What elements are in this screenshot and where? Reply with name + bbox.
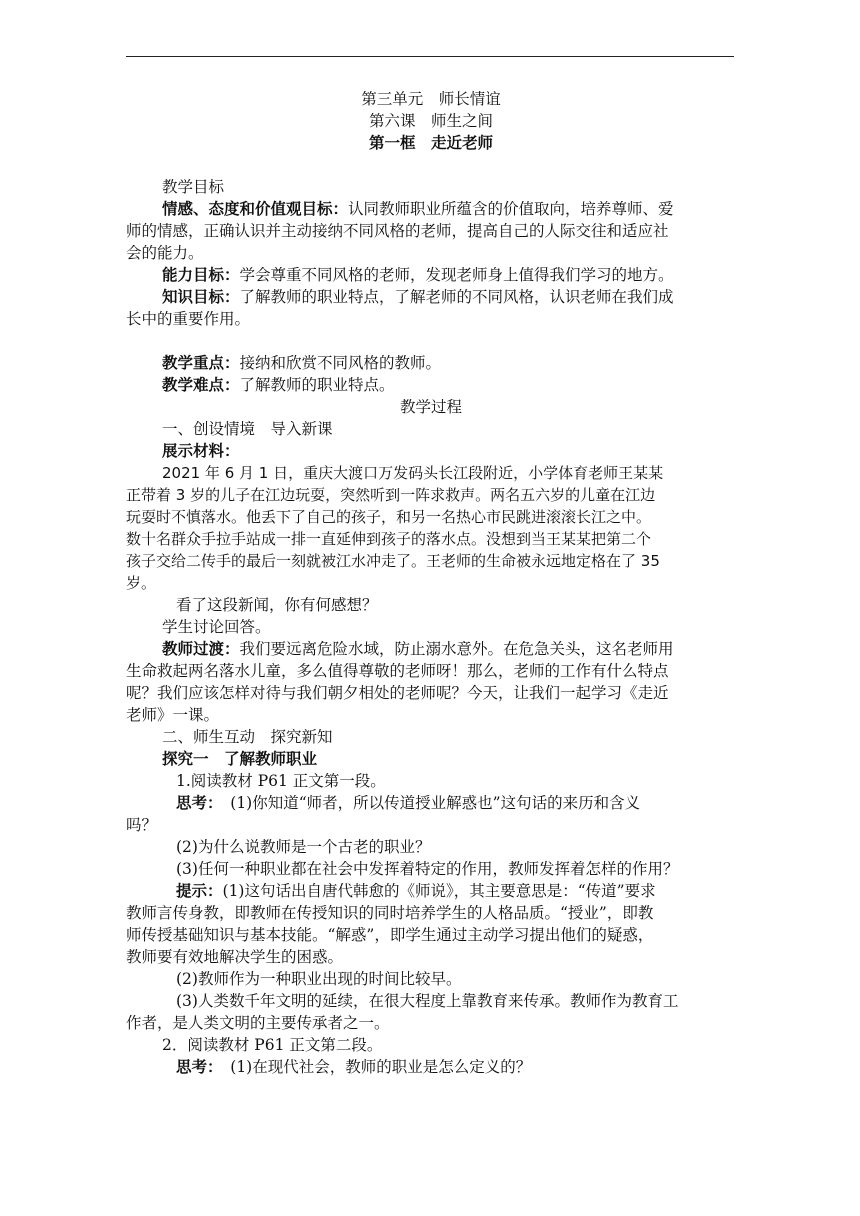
think-label-2: 思考： xyxy=(176,1057,215,1076)
header-rule xyxy=(126,56,734,57)
ability-goal-label: 能力目标： xyxy=(162,265,240,284)
think-label: 思考： xyxy=(176,793,215,812)
think3: (3)任何一种职业都在社会中发挥着特定的作用，教师发挥着怎样的作用？ xyxy=(176,860,679,878)
emotion-goal-label: 情感、态度和价值观目标： xyxy=(162,199,349,218)
key-point-label: 教学重点： xyxy=(162,353,240,372)
hint-label: 提示： xyxy=(176,881,223,900)
key-point: 教学重点：接纳和欣赏不同风格的教师。 xyxy=(162,353,442,372)
process-heading: 教学过程 xyxy=(399,398,462,416)
emotion-goal: 情感、态度和价值观目标：认同教师职业所蕴含的价值取向，培养尊师、爱 xyxy=(162,199,674,218)
news-line: 岁。 xyxy=(126,574,157,592)
transition-label: 教师过渡： xyxy=(162,639,240,658)
goals-heading: 教学目标 xyxy=(162,178,225,196)
news-line: 玩耍时不慎落水。他丢下了自己的孩子，和另一名热心市民跳进滚滚长江之中。 xyxy=(126,508,652,526)
lesson-title: 第六课 师生之间 xyxy=(368,112,493,130)
unit-title: 第三单元 师长情谊 xyxy=(361,90,501,108)
difficult-point: 教学难点：了解教师的职业特点。 xyxy=(162,375,395,394)
lesson-content: 第三单元 师长情谊 第六课 师生之间 第一框 走近老师 教学目标 情感、态度和价值观目标：认同教师职业所蕴含的价值取向，培养尊师、爱 师的情感，正确认识并主动接纳不同风格的老师，提高自己的人际交往和适应社 会的能力。 能力目标：学会尊重不同风格的老师，发现老师身上值得我们学习的地方。 知识目标：了解教师的职业特点，了解老师的不同风格，认识老师在我们成 长中的重要作用。 教学重点：接纳和欣赏不同风格的教师。 教学难点：了解教师的职业特点。 教学过程 一、创设情境 导入新课 展示材料： 2021 年 6 月 1 日，重庆大渡口万发码头长江段附近，小学体育老师王某某 正带着 3 岁的儿子在江边玩耍，突然听到一阵求救声。两名五六岁的儿童在江边 玩耍时不慎落水。他丢下了自己的孩子，和另一名热心市民跳进滚滚长江之中。 数十名群众手拉手站成一排一直延伸到孩子的落水点。没想到当王某某把第二个 孩子交给二传手的最后一刻就被江水冲走了。王老师的生命被永远地定格在了 35 岁。 看了这段新闻，你有何感想？ 学生讨论回答。 教师过渡：我们要远离危险水域，防止溺水意外。在危急关头，这名老师用 生命救起两名落水儿童，多么值得尊敬的老师呀！那么，老师的工作有什么特点 呢？我们应该怎样对待与我们朝夕相处的老师呢？今天，让我们一起学习《走近 老师》一课。 二、师生互动 探究新知 探究一 了解教师职业 1.阅读教材 P61 正文第一段。 思考： (1)你知道“师者，所以传道授业解惑也”这句话的来历和含义 吗？ (2)为什么说教师是一个古老的职业？ (3)任何一种职业都在社会中发挥着特定的作用，教师发挥着怎样的作用？ 提示：(1)这句话出自唐代韩愈的《师说》，其主要意思是：“传道”要求 教师言传身教，即教师在传授知识的同时培养学生的人格品质。“授业”，即教 师传授基础知识与基本技能。“解惑”，即学生通过主动学习提出他们的疑惑， 教师要有效地解决学生的困惑。 (2)教师作为一种职业出现的时间比较早。 (3)人类数千年文明的延续，在很大程度上靠教育来传承。教师作为教育工 作者，是人类文明的主要传承者之一。 2．阅读教材 P61 正文第二段。 思考： (1)在现代社会，教师的职业是怎么定义的？ xyxy=(126,88,736,1078)
read2-text: 2．阅读教材 P61 正文第二段。 xyxy=(162,1036,383,1054)
news-line: 孩子交给二传手的最后一刻就被江水冲走了。王老师的生命被永远地定格在了 35 xyxy=(126,552,660,570)
section-title: 第一框 走近老师 xyxy=(368,134,493,152)
news-line: 数十名群众手拉手站成一排一直延伸到孩子的落水点。没想到当王某某把第二个 xyxy=(126,530,652,548)
material-label: 展示材料： xyxy=(162,441,240,460)
read1-text: 1.阅读教材 P61 正文第一段。 xyxy=(176,772,386,790)
think4: 思考： (1)在现代社会，教师的职业是怎么定义的？ xyxy=(176,1057,532,1076)
discussion-text: 学生讨论回答。 xyxy=(162,618,271,636)
think1: 思考： (1)你知道“师者，所以传道授业解惑也”这句话的来历和含义 xyxy=(176,793,641,812)
knowledge-goal: 知识目标：了解教师的职业特点，了解老师的不同风格，认识老师在我们成 xyxy=(162,287,674,306)
teacher-transition: 教师过渡：我们要远离危险水域，防止溺水意外。在危急关头，这名老师用 xyxy=(162,639,674,658)
difficult-point-label: 教学难点： xyxy=(162,375,240,394)
knowledge-goal-label: 知识目标： xyxy=(162,287,240,306)
news-line: 2021 年 6 月 1 日，重庆大渡口万发码头长江段附近，小学体育老师王某某 xyxy=(162,464,664,482)
hint2: (2)教师作为一种职业出现的时间比较早。 xyxy=(176,970,462,988)
news-line: 正带着 3 岁的儿子在江边玩耍，突然听到一阵求救声。两名五六岁的儿童在江边 xyxy=(126,486,656,504)
part2-heading: 二、师生互动 探究新知 xyxy=(162,728,333,746)
explore1-heading: 探究一 了解教师职业 xyxy=(162,750,318,768)
hint3: (3)人类数千年文明的延续，在很大程度上靠教育来传承。教师作为教育工 xyxy=(176,992,679,1010)
part1-heading: 一、创设情境 导入新课 xyxy=(162,420,333,438)
ability-goal: 能力目标：学会尊重不同风格的老师，发现老师身上值得我们学习的地方。 xyxy=(162,265,674,284)
think2: (2)为什么说教师是一个古老的职业？ xyxy=(176,838,431,856)
question-text: 看了这段新闻，你有何感想？ xyxy=(176,596,378,614)
hint1: 提示：(1)这句话出自唐代韩愈的《师说》，其主要意思是：“传道”要求 xyxy=(176,881,656,900)
